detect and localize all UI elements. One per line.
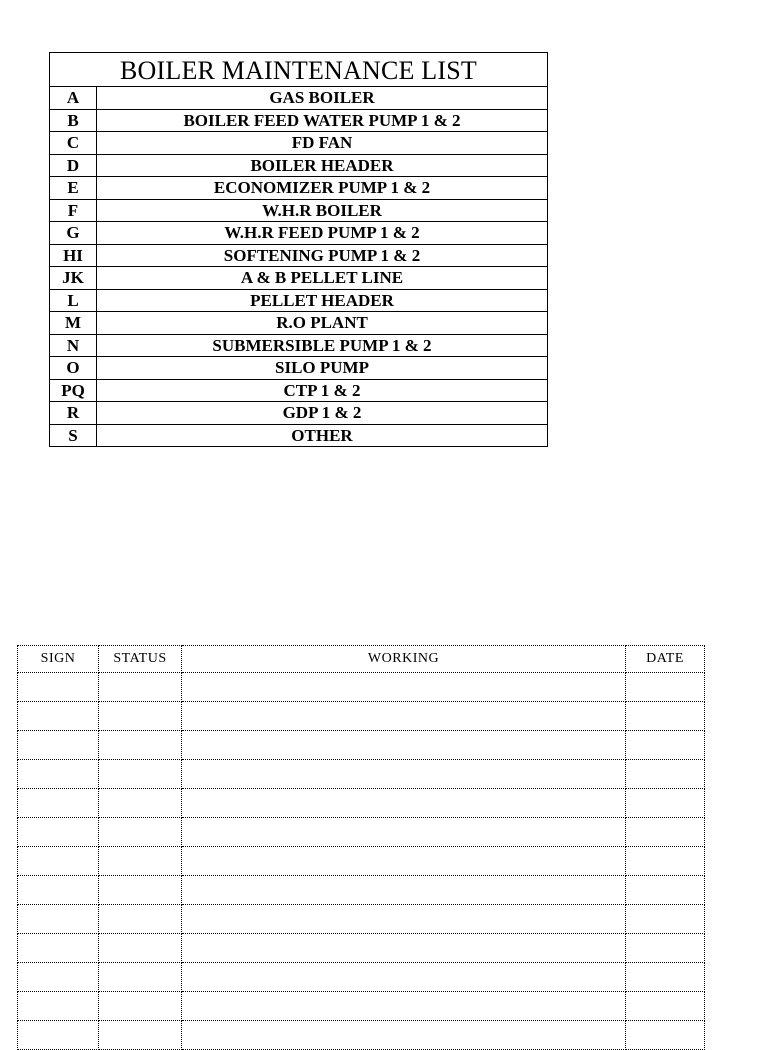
work-log-row — [18, 760, 705, 789]
work-log-sign-cell[interactable] — [18, 731, 99, 760]
work-log-working-cell[interactable] — [182, 702, 626, 731]
maintenance-item-code: D — [50, 154, 97, 177]
work-log-status-cell[interactable] — [99, 963, 182, 992]
maintenance-list-table — [49, 52, 548, 447]
work-log-status-cell[interactable] — [99, 731, 182, 760]
work-log-date-cell[interactable] — [626, 1021, 705, 1050]
maintenance-item-row — [50, 199, 548, 222]
work-log-date-cell[interactable] — [626, 818, 705, 847]
work-log-status-cell[interactable] — [99, 673, 182, 702]
work-log-row — [18, 789, 705, 818]
maintenance-item-code: A — [50, 87, 97, 110]
maintenance-item-code: C — [50, 132, 97, 155]
work-log-working-cell[interactable] — [182, 731, 626, 760]
maintenance-item-row — [50, 312, 548, 335]
work-log-date-cell[interactable] — [626, 876, 705, 905]
work-log-row — [18, 905, 705, 934]
maintenance-item-code: F — [50, 199, 97, 222]
work-log-working-cell[interactable] — [182, 934, 626, 963]
work-log-working-cell[interactable] — [182, 1021, 626, 1050]
maintenance-item-name: GDP 1 & 2 — [97, 402, 548, 425]
work-log-working-cell[interactable] — [182, 760, 626, 789]
work-log-sign-cell[interactable] — [18, 789, 99, 818]
maintenance-list-title: BOILER MAINTENANCE LIST — [119, 55, 477, 85]
maintenance-item-row — [50, 289, 548, 312]
maintenance-item-name: SOFTENING PUMP 1 & 2 — [97, 244, 548, 267]
maintenance-item-name: CTP 1 & 2 — [97, 379, 548, 402]
maintenance-item-code: PQ — [50, 379, 97, 402]
status-column-header: STATUS — [99, 646, 182, 673]
work-log-sign-cell[interactable] — [18, 876, 99, 905]
date-column-header: DATE — [626, 646, 705, 673]
work-log-date-cell[interactable] — [626, 847, 705, 876]
work-log-working-cell[interactable] — [182, 818, 626, 847]
maintenance-item-name: BOILER HEADER — [97, 154, 548, 177]
maintenance-item-code: G — [50, 222, 97, 245]
work-log-working-cell[interactable] — [182, 847, 626, 876]
maintenance-item-row — [50, 357, 548, 380]
work-log-row — [18, 818, 705, 847]
maintenance-item-code: R — [50, 402, 97, 425]
maintenance-list-title-cell — [50, 53, 548, 87]
work-log-sign-cell[interactable] — [18, 847, 99, 876]
maintenance-item-code: HI — [50, 244, 97, 267]
work-log-working-cell[interactable] — [182, 992, 626, 1021]
work-log-row — [18, 992, 705, 1021]
maintenance-item-name: SUBMERSIBLE PUMP 1 & 2 — [97, 334, 548, 357]
work-log-row — [18, 934, 705, 963]
work-log-status-cell[interactable] — [99, 934, 182, 963]
work-log-sign-cell[interactable] — [18, 934, 99, 963]
work-log-sign-cell[interactable] — [18, 905, 99, 934]
maintenance-item-row — [50, 267, 548, 290]
maintenance-item-row — [50, 334, 548, 357]
work-log-status-cell[interactable] — [99, 702, 182, 731]
maintenance-item-code: N — [50, 334, 97, 357]
maintenance-item-name: SILO PUMP — [97, 357, 548, 380]
maintenance-item-row — [50, 132, 548, 155]
work-log-status-cell[interactable] — [99, 847, 182, 876]
maintenance-item-code: JK — [50, 267, 97, 290]
work-log-sign-cell[interactable] — [18, 818, 99, 847]
maintenance-item-name: OTHER — [97, 424, 548, 447]
work-log-body — [18, 673, 705, 1050]
maintenance-list-title-row — [50, 53, 548, 87]
work-log-status-cell[interactable] — [99, 789, 182, 818]
maintenance-item-row — [50, 109, 548, 132]
work-log-status-cell[interactable] — [99, 992, 182, 1021]
work-log-sign-cell[interactable] — [18, 992, 99, 1021]
maintenance-item-name: A & B PELLET LINE — [97, 267, 548, 290]
work-log-working-cell[interactable] — [182, 876, 626, 905]
maintenance-item-row — [50, 379, 548, 402]
maintenance-item-name: W.H.R BOILER — [97, 199, 548, 222]
work-log-sign-cell[interactable] — [18, 963, 99, 992]
work-log-status-cell[interactable] — [99, 1021, 182, 1050]
work-log-date-cell[interactable] — [626, 992, 705, 1021]
maintenance-item-name: PELLET HEADER — [97, 289, 548, 312]
work-log-working-cell[interactable] — [182, 963, 626, 992]
work-log-date-cell[interactable] — [626, 760, 705, 789]
maintenance-item-code: O — [50, 357, 97, 380]
maintenance-item-code: S — [50, 424, 97, 447]
work-log-status-cell[interactable] — [99, 818, 182, 847]
maintenance-item-code: L — [50, 289, 97, 312]
maintenance-item-code: E — [50, 177, 97, 200]
maintenance-item-code: B — [50, 109, 97, 132]
work-log-date-cell[interactable] — [626, 934, 705, 963]
work-log-date-cell[interactable] — [626, 905, 705, 934]
work-log-row — [18, 847, 705, 876]
work-log-date-cell[interactable] — [626, 789, 705, 818]
work-log-working-cell[interactable] — [182, 673, 626, 702]
maintenance-item-row — [50, 154, 548, 177]
work-log-status-cell[interactable] — [99, 905, 182, 934]
work-log-date-cell[interactable] — [626, 702, 705, 731]
work-log-sign-cell[interactable] — [18, 1021, 99, 1050]
work-log-row — [18, 1021, 705, 1050]
work-log-working-cell[interactable] — [182, 905, 626, 934]
work-log-working-cell[interactable] — [182, 789, 626, 818]
maintenance-item-name: GAS BOILER — [97, 87, 548, 110]
maintenance-item-name: R.O PLANT — [97, 312, 548, 335]
work-log-row — [18, 963, 705, 992]
maintenance-item-name: FD FAN — [97, 132, 548, 155]
sign-column-header: SIGN — [18, 646, 99, 673]
work-log-row — [18, 702, 705, 731]
work-log-date-cell[interactable] — [626, 673, 705, 702]
maintenance-item-row — [50, 424, 548, 447]
maintenance-item-row — [50, 244, 548, 267]
work-log-date-cell[interactable] — [626, 731, 705, 760]
maintenance-item-code: M — [50, 312, 97, 335]
maintenance-item-name: BOILER FEED WATER PUMP 1 & 2 — [97, 109, 548, 132]
work-log-sign-cell[interactable] — [18, 702, 99, 731]
maintenance-item-row — [50, 402, 548, 425]
maintenance-item-name: W.H.R FEED PUMP 1 & 2 — [97, 222, 548, 245]
work-log-row — [18, 876, 705, 905]
maintenance-item-name: ECONOMIZER PUMP 1 & 2 — [97, 177, 548, 200]
maintenance-item-row — [50, 222, 548, 245]
maintenance-list-body — [50, 53, 548, 447]
work-log-table — [17, 645, 705, 1050]
maintenance-item-row — [50, 87, 548, 110]
work-log-row — [18, 673, 705, 702]
work-log-date-cell[interactable] — [626, 963, 705, 992]
work-log-status-cell[interactable] — [99, 760, 182, 789]
work-log-status-cell[interactable] — [99, 876, 182, 905]
working-column-header: WORKING — [182, 646, 626, 673]
work-log-row — [18, 731, 705, 760]
work-log-header-row — [18, 646, 705, 673]
maintenance-item-row — [50, 177, 548, 200]
work-log-sign-cell[interactable] — [18, 760, 99, 789]
work-log-sign-cell[interactable] — [18, 673, 99, 702]
